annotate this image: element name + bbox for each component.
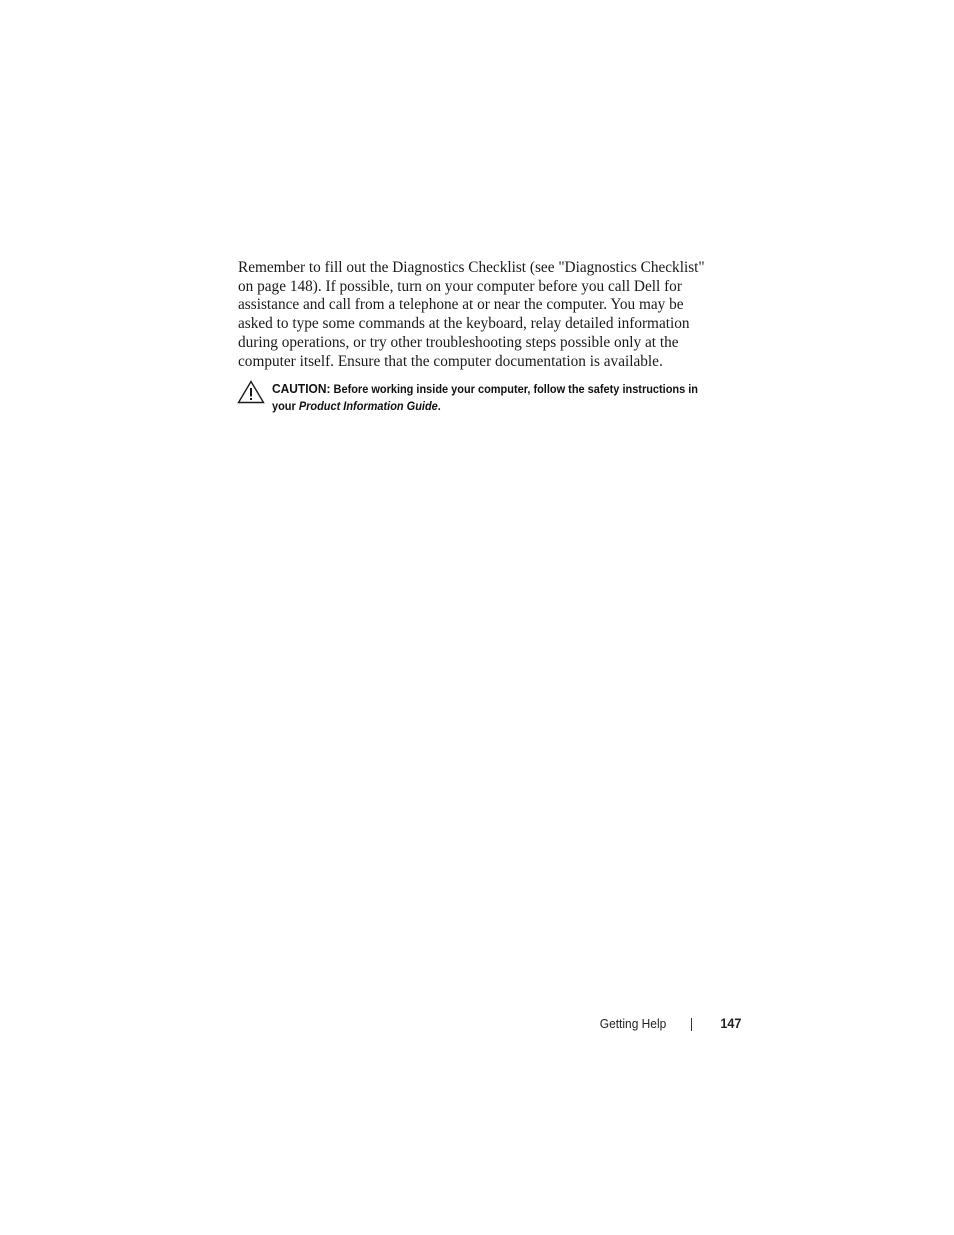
paragraph-line: computer itself. Ensure that the computer documentation is available. xyxy=(238,352,663,370)
page-footer xyxy=(560,1015,742,1035)
footer-section-title: Getting Help xyxy=(599,1016,666,1031)
paragraph-line: assistance and call from a telephone at or near the computer. You may be xyxy=(238,296,684,314)
paragraph-line: Remember to fill out the Diagnostics Checklist (see "Diagnostics Checklist" xyxy=(238,259,705,276)
body-paragraph xyxy=(238,259,738,371)
caution-notice xyxy=(237,378,742,418)
paragraph-line: on page 148). If possible, turn on your computer before you call Dell for xyxy=(238,277,682,295)
footer-separator xyxy=(691,1018,692,1031)
caution-text xyxy=(272,380,699,415)
warning-triangle-icon xyxy=(237,380,265,404)
paragraph-line: asked to type some commands at the keyboard, relay detailed information xyxy=(238,315,690,333)
paragraph-line: during operations, or try other troubleshooting steps possible only at the xyxy=(238,333,679,351)
page-number: 147 xyxy=(719,1015,741,1031)
guide-title: Product Information Guide xyxy=(298,399,438,414)
caution-message: Before working inside your computer, follow the safety instructions in xyxy=(330,382,699,396)
caution-line-2 xyxy=(272,398,695,415)
caution-message-end: . xyxy=(437,399,441,414)
caution-line-1 xyxy=(272,380,699,398)
caution-message-continued: your xyxy=(272,399,299,414)
caution-label: CAUTION: xyxy=(272,381,331,396)
